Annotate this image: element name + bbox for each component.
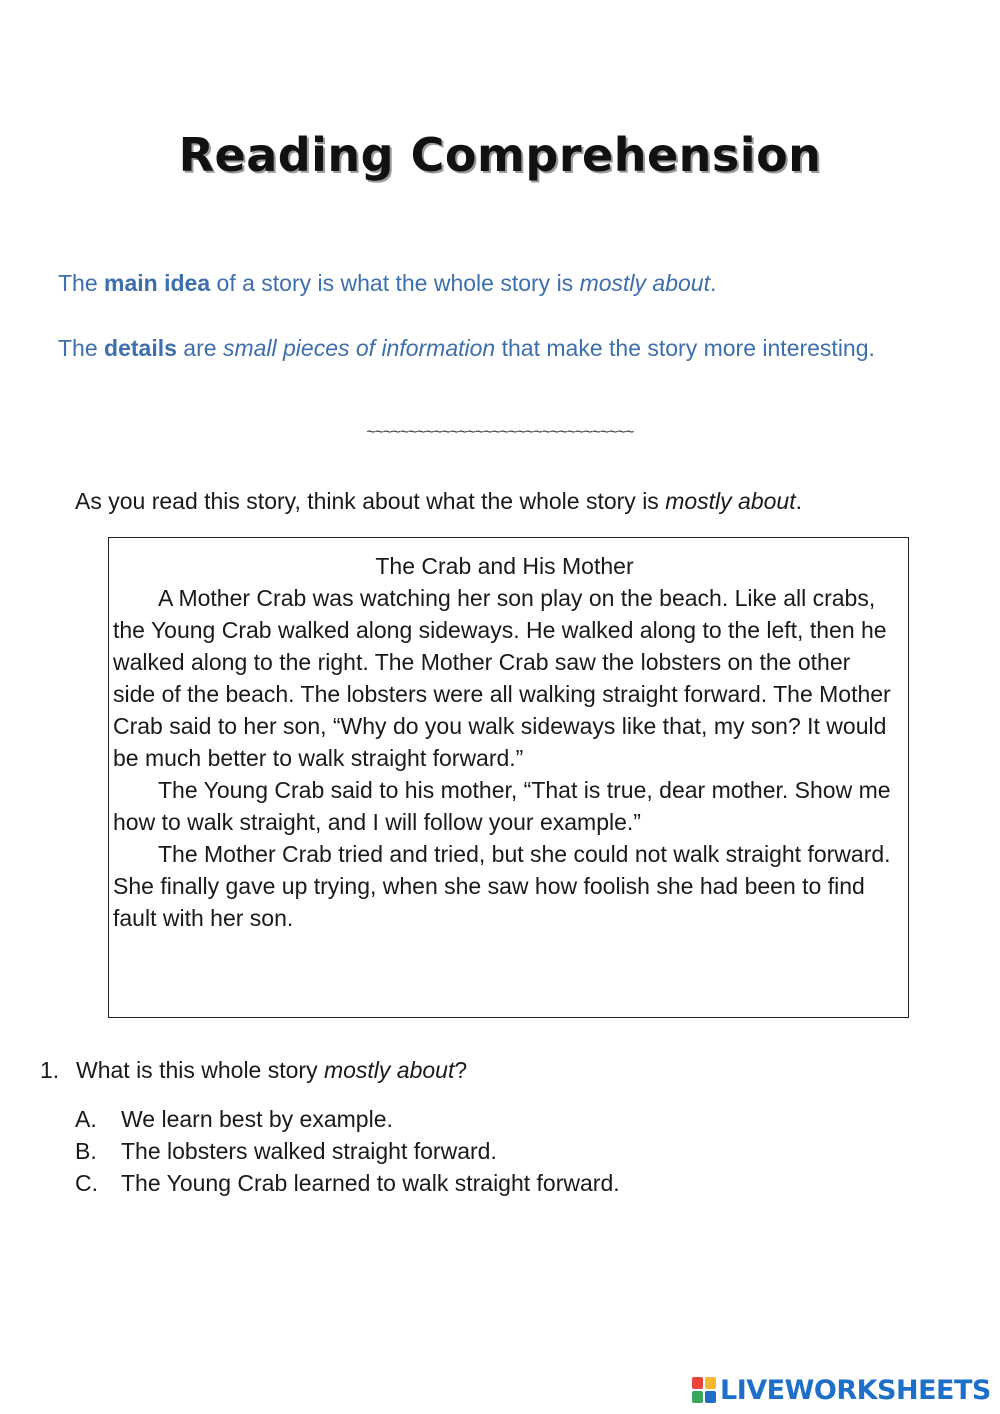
question-number: 1. — [40, 1057, 60, 1083]
question-1: 1. What is this whole story mostly about? — [40, 1057, 468, 1083]
liveworksheets-logo[interactable] — [692, 1374, 991, 1406]
details-term: details — [104, 335, 177, 361]
page-title: Reading Comprehension — [178, 128, 822, 182]
main-idea-term: main idea — [104, 270, 211, 296]
choice-text: We learn best by example. — [121, 1106, 393, 1132]
logo-square-icon — [692, 1377, 703, 1389]
choice-text: The lobsters walked straight forward. — [121, 1138, 497, 1164]
story-box — [108, 537, 909, 1018]
logo-text: LIVEWORKSHEETS — [720, 1374, 991, 1406]
choice-letter: C. — [75, 1170, 98, 1196]
choice-a[interactable] — [75, 1103, 620, 1135]
choice-c[interactable] — [75, 1167, 620, 1199]
story-paragraph: The Young Crab said to his mother, “That is true, dear mother. Show me how to walk straight, and I will follow your example.” — [113, 777, 891, 835]
story-paragraph: The Mother Crab tried and tried, but she could not walk straight forward. She finally gave up trying, when she saw how foolish she had been to find fault with her son. — [113, 841, 891, 931]
choice-letter: B. — [75, 1138, 97, 1164]
main-idea-definition: The main idea of a story is what the whole story is mostly about. — [58, 270, 717, 296]
logo-icon — [692, 1377, 716, 1403]
choice-b[interactable] — [75, 1135, 620, 1167]
logo-square-icon — [705, 1377, 716, 1389]
divider: ~~~~~~~~~~~~~~~~~~~~~~~~~~~~~~~~ — [366, 424, 634, 441]
story-title: The Crab and His Mother — [375, 553, 634, 579]
choice-letter: A. — [75, 1106, 97, 1132]
story-paragraph: A Mother Crab was watching her son play on the beach. Like all crabs, the Young Crab walked along sideways. He walked along to the left, then he walked along to the right. The Mother Crab saw the lobsters on the other side of the beach. The lobsters were all walking straight forward. The Mother Crab said to her son, “Why do you walk sideways like that, my son? It would be much better to walk straight forward.” — [113, 585, 891, 771]
logo-square-icon — [692, 1391, 703, 1403]
choice-text: The Young Crab learned to walk straight forward. — [121, 1170, 620, 1196]
answer-choices — [75, 1103, 620, 1199]
reading-prompt: As you read this story, think about what the whole story is mostly about. — [75, 488, 802, 514]
details-definition: The details are small pieces of information that make the story more interesting. — [58, 335, 875, 361]
logo-square-icon — [705, 1391, 716, 1403]
